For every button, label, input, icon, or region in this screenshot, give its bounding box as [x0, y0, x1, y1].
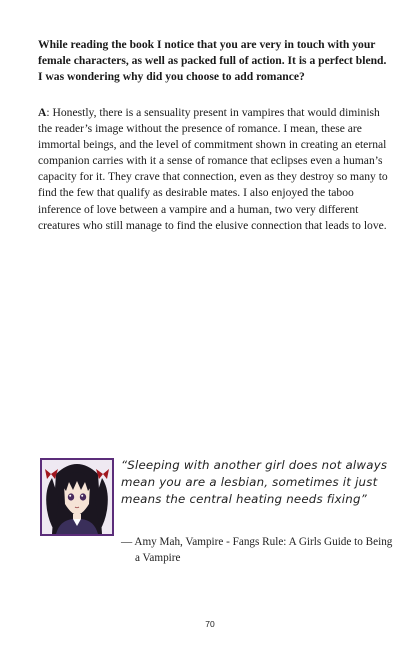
pull-quote-text: “Sleeping with another girl does not always mean you are a lesbian, sometimes it just means the central heating needs fixing” — [121, 458, 388, 506]
interview-answer — [38, 105, 388, 234]
anime-girl-portrait-illustration — [42, 460, 112, 534]
interview-question: While reading the book I notice that you are very in touch with your female characters, as well as packed full of action. It is a perfect blend. I was wondering why did you choose to add romance? — [38, 38, 387, 84]
quote-attribution: — Amy Mah, Vampire - Fangs Rule: A Girls Guide to Being a Vampire — [121, 536, 393, 564]
answer-text: : Honestly, there is a sensuality present in vampires that would diminish the reader’s image without the presence of romance. I mean, these are immortal beings, and the level of commitment shown in creating an eternal companion carries with it a sense of romance that eclipses even a human’s capacity for it. They crave that connection, even as they destroy so many to find the few that qualify as desirable mates. I also enjoyed the taboo inference of love between a vampire and a human, two very different creatures who still manage to find the elusive connection that leads to love. — [38, 106, 388, 232]
page-number: 70 — [205, 619, 215, 629]
quote-portrait-image — [40, 458, 114, 536]
answer-label: A — [38, 106, 47, 119]
